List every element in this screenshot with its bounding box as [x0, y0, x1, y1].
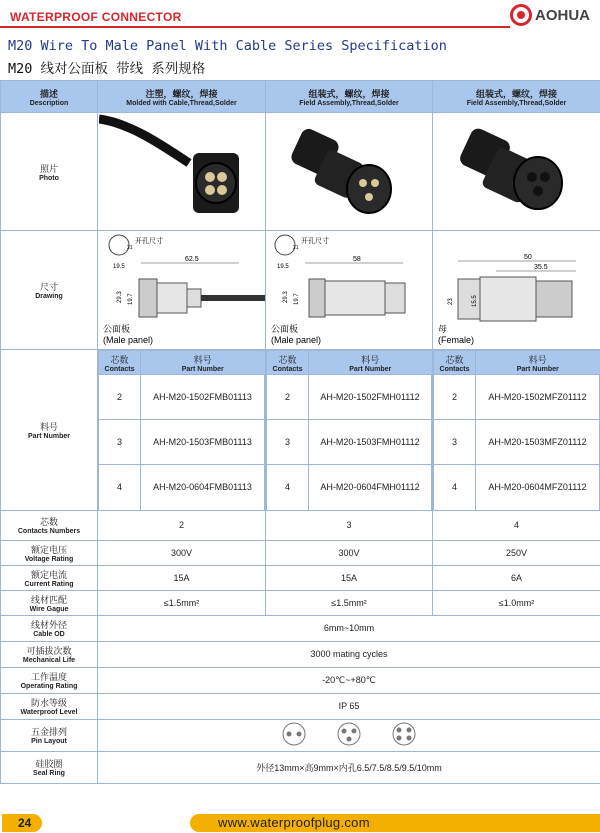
svg-text:19.5: 19.5: [276, 264, 289, 270]
svg-text:62.5: 62.5: [184, 256, 199, 263]
part-number-block: 芯数 Contacts 料号 Part Number 2 AH-M20-1502MFZ01112 3 AH-M20-1503MFZ01112 4 AH-M20-0604MFZ01112: [433, 350, 600, 511]
product-photo: [98, 113, 266, 231]
field-assembly-male-photo: [267, 113, 432, 228]
page-number: 24: [2, 814, 42, 832]
page-title-cn: M20 线对公面板 带线 系列规格: [8, 61, 206, 77]
table-row: 3 AH-M20-1503FMH01112: [267, 420, 432, 465]
svg-text:35.5: 35.5: [533, 264, 548, 271]
svg-text:母: 母: [437, 324, 447, 334]
contacts-row: [1, 510, 600, 540]
row-label: 额定电流 Current Rating: [1, 565, 98, 590]
table-row: 3 AH-M20-1503FMB01113: [99, 420, 265, 465]
footer-bar: [0, 812, 600, 833]
row-label: 尺寸 Drawing: [1, 231, 98, 350]
row-label: 线材外径 Cable OD: [1, 615, 98, 641]
svg-text:开孔尺寸: 开孔尺寸: [300, 238, 329, 245]
drawing-row: [1, 231, 600, 350]
operating-row: [1, 667, 600, 693]
technical-drawing: [433, 231, 600, 350]
col-description: 组装式，螺纹，焊接 Field Assembly,Thread,Solder: [266, 81, 433, 113]
current-value: 15A: [266, 565, 433, 590]
male-panel-drawing: [99, 231, 265, 347]
technical-drawing: [266, 231, 433, 350]
female-drawing: [434, 231, 600, 347]
table-row: 4 AH-M20-0604FMH01112: [267, 465, 432, 510]
contacts-value: 4: [433, 510, 600, 540]
cable-od-row: [1, 615, 600, 641]
pin-layout-row: [1, 719, 600, 751]
part-number-row: [1, 350, 600, 511]
svg-text:公面板: 公面板: [270, 324, 298, 334]
svg-text:(Male panel): (Male panel): [102, 335, 153, 345]
product-photo: [433, 113, 600, 231]
logo-text: AOHUA: [535, 7, 590, 24]
technical-drawing: [98, 231, 266, 350]
row-label: 线材匹配 Wire Gague: [1, 590, 98, 615]
seal-row: [1, 751, 600, 783]
svg-text:29.3: 29.3: [282, 291, 289, 303]
contacts-value: 2: [98, 510, 266, 540]
voltage-row: [1, 540, 600, 565]
current-row: [1, 565, 600, 590]
svg-text:23: 23: [447, 298, 454, 305]
row-label: 防水等级 Waterproof Level: [1, 693, 98, 719]
website-link[interactable]: www.waterproofplug.com: [190, 814, 600, 832]
row-label: 芯数 Contacts Numbers: [1, 510, 98, 540]
wire-value: ≤1.5mm²: [98, 590, 266, 615]
product-photo: [266, 113, 433, 231]
male-panel-cable-photo: [99, 113, 265, 228]
row-label: 描述 Description: [1, 81, 98, 113]
pin-layout-icon: [274, 721, 424, 747]
voltage-value: 300V: [98, 540, 266, 565]
svg-text:21: 21: [126, 245, 133, 251]
description-row: [1, 81, 600, 113]
pin-layout-diagrams: [98, 719, 600, 751]
company-logo: [510, 3, 595, 27]
current-value: 6A: [433, 565, 600, 590]
row-label: 可插拔次数 Mechanical Life: [1, 641, 98, 667]
col-description: 注塑，螺纹，焊接 Molded with Cable,Thread,Solder: [98, 81, 266, 113]
row-label: 料号 Part Number: [1, 350, 98, 511]
spec-table: [0, 80, 600, 784]
page-title-en: M20 Wire To Male Panel With Cable Series Specification: [8, 38, 447, 54]
col-description: 组装式，螺纹，焊接 Field Assembly,Thread,Solder: [433, 81, 600, 113]
part-number-block: 芯数 Contacts 料号 Part Number 2 AH-M20-1502FMH01112 3 AH-M20-1503FMH01112 4 AH-M20-0604FMH01112: [266, 350, 433, 511]
table-row: 2 AH-M20-1502FMH01112: [267, 375, 432, 420]
row-label: 工作温度 Operating Rating: [1, 667, 98, 693]
cable-od-value: 6mm~10mm: [98, 615, 600, 641]
svg-text:15.5: 15.5: [471, 295, 478, 307]
table-row: 2 AH-M20-1502FMB01113: [99, 375, 265, 420]
table-row: 4 AH-M20-0604FMB01113: [99, 465, 265, 510]
header-rule: [0, 26, 510, 28]
operating-value: -20℃~+80℃: [98, 667, 600, 693]
row-label: 照片 Photo: [1, 113, 98, 231]
svg-text:开孔尺寸: 开孔尺寸: [134, 238, 163, 245]
svg-text:21: 21: [292, 245, 299, 251]
wire-row: [1, 590, 600, 615]
waterproof-value: IP 65: [98, 693, 600, 719]
table-row: 2 AH-M20-1502MFZ01112: [434, 375, 600, 420]
row-label: 五金排列 Pin Layout: [1, 719, 98, 751]
row-label: 硅胶圈 Seal Ring: [1, 751, 98, 783]
part-number-block: 芯数 Contacts 料号 Part Number 2 AH-M20-1502FMB01113 3 AH-M20-1503FMB01113 4 AH-M20-0604FMB01113: [98, 350, 266, 511]
row-label: 额定电压 Voltage Rating: [1, 540, 98, 565]
field-assembly-female-photo: [434, 113, 600, 228]
field-male-drawing: [267, 231, 432, 347]
seal-value: 外径13mm×高9mm×内孔6.5/7.5/8.5/9.5/10mm: [98, 751, 600, 783]
waterproof-row: [1, 693, 600, 719]
svg-text:50: 50: [523, 254, 532, 261]
svg-text:19.7: 19.7: [293, 293, 300, 305]
svg-text:(Male panel): (Male panel): [270, 335, 321, 345]
svg-text:58: 58: [352, 256, 361, 263]
wire-value: ≤1.5mm²: [266, 590, 433, 615]
mech-life-value: 3000 mating cycles: [98, 641, 600, 667]
svg-text:19.5: 19.5: [112, 264, 125, 270]
table-row: 3 AH-M20-1503MFZ01112: [434, 420, 600, 465]
contacts-value: 3: [266, 510, 433, 540]
brand-title: WATERPROOF CONNECTOR: [10, 10, 182, 24]
svg-text:公面板: 公面板: [102, 324, 130, 334]
photo-row: [1, 113, 600, 231]
table-row: 4 AH-M20-0604MFZ01112: [434, 465, 600, 510]
top-bar: [0, 0, 600, 30]
mech-life-row: [1, 641, 600, 667]
svg-text:19.7: 19.7: [127, 293, 134, 305]
svg-text:(Female): (Female): [437, 335, 474, 345]
voltage-value: 300V: [266, 540, 433, 565]
logo-mark-icon: [510, 4, 532, 26]
svg-text:29.3: 29.3: [116, 291, 123, 303]
wire-value: ≤1.0mm²: [433, 590, 600, 615]
current-value: 15A: [98, 565, 266, 590]
voltage-value: 250V: [433, 540, 600, 565]
